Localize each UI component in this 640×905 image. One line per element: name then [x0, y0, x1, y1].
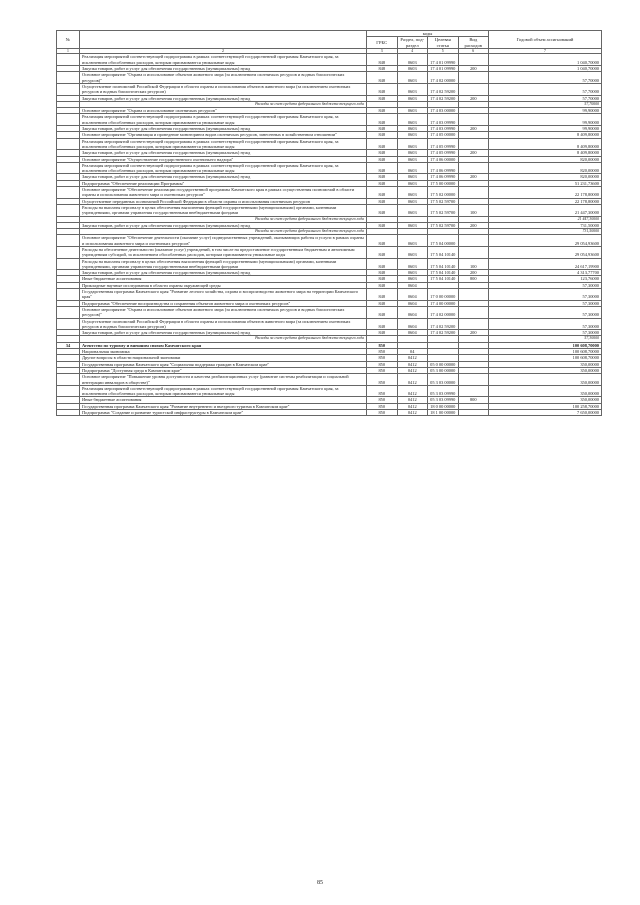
- row-amount: 22 178,80000: [489, 198, 602, 204]
- row-name: Реализация мероприятий соответствующей подпрограммы в рамках соответствующей государственной программы Камчатского края, за исключением обособленных расходов, которым присваиваются уникальные коды: [80, 162, 367, 174]
- row-expense-type: [458, 187, 489, 199]
- row-name: Иные бюджетные ассигнования: [80, 397, 367, 403]
- row-expense-type: [458, 374, 489, 386]
- row-name: Иные бюджетные ассигнования: [80, 276, 367, 282]
- row-expense-type: [458, 138, 489, 150]
- row-grbs: 848: [367, 108, 398, 114]
- row-target-article: 17 4 02 59200: [428, 330, 459, 336]
- row-grbs: 848: [367, 126, 398, 132]
- row-target-article: 17 5 02 59700: [428, 198, 459, 204]
- table-row: [57, 187, 602, 199]
- row-section: 0603: [397, 138, 428, 150]
- row-grbs: 848: [367, 306, 398, 318]
- row-section: 0603: [397, 204, 428, 216]
- row-expense-type: [458, 318, 489, 330]
- row-number: [57, 72, 80, 84]
- row-name: Осуществление полномочий Российской Федерации в области охраны и использования объектов животного мира (за исключением охотничьих ресурсов и водных биологических ресурсов): [80, 83, 367, 95]
- row-target-article: 17 4 03 09990: [428, 126, 459, 132]
- row-amount: 100 608,70000: [489, 349, 602, 355]
- header-target: Целевая статья: [428, 37, 459, 49]
- row-name: Государственная программа Камчатского края "Социальная поддержка граждан в Камчатском крае": [80, 361, 367, 367]
- index-cell: 2: [80, 48, 367, 54]
- index-cell: 3: [367, 48, 398, 54]
- row-grbs: 848: [367, 95, 398, 101]
- row-section: 0603: [397, 222, 428, 228]
- table-row: [57, 138, 602, 150]
- row-number: [57, 289, 80, 301]
- row-grbs: 848: [367, 138, 398, 150]
- row-target-article: 17 4 01 09990: [428, 66, 459, 72]
- row-name: Другие вопросы в области национальной экономики: [80, 355, 367, 361]
- row-section: 0604: [397, 300, 428, 306]
- row-number: [57, 385, 80, 397]
- row-amount: 350,00000: [489, 374, 602, 386]
- row-target-article: 05 0 00 00000: [428, 361, 459, 367]
- row-expense-type: 200: [458, 126, 489, 132]
- row-grbs: 848: [367, 180, 398, 186]
- row-name: Основное мероприятие "Охрана и использование охотничьих ресурсов": [80, 108, 367, 114]
- row-target-article: 18 0 00 00000: [428, 403, 459, 409]
- row-expense-type: [458, 114, 489, 126]
- row-expense-type: 200: [458, 95, 489, 101]
- row-target-article: 17 4 05 09990: [428, 150, 459, 156]
- row-section: 0603: [397, 258, 428, 270]
- row-name: Государственная программа Камчатского края "Развитие внутреннего и въездного туризма в Камчатском крае": [80, 403, 367, 409]
- header-num: №: [57, 31, 80, 49]
- row-amount: 29 054,93600: [489, 246, 602, 258]
- header-row-top: [57, 31, 602, 37]
- row-target-article: 17 4 02 59200: [428, 83, 459, 95]
- row-number: [57, 83, 80, 95]
- row-grbs: 848: [367, 54, 398, 66]
- budget-rows: [57, 54, 602, 416]
- index-cell: 5: [428, 48, 459, 54]
- row-grbs: 850: [367, 342, 398, 348]
- row-section: 0412: [397, 397, 428, 403]
- row-amount: 1 040,70000: [489, 66, 602, 72]
- row-name: Расходы за счет средств федерального бюджета текущего года: [80, 336, 367, 342]
- table-row: [57, 72, 602, 84]
- row-amount: 731,50000: [489, 229, 602, 235]
- row-number: [57, 306, 80, 318]
- row-grbs: 848: [367, 246, 398, 258]
- table-row: [57, 246, 602, 258]
- row-section: 0603: [397, 198, 428, 204]
- row-amount: 24 617,19900: [489, 258, 602, 270]
- row-grbs: 848: [367, 282, 398, 288]
- header-codes: коды: [367, 31, 489, 37]
- row-grbs: 848: [367, 204, 398, 216]
- row-amount: 350,00000: [489, 367, 602, 373]
- row-name: Осуществление переданных полномочий Российской Федерации в области охраны и использования охотничьих ресурсов: [80, 198, 367, 204]
- row-section: 0603: [397, 95, 428, 101]
- row-expense-type: [458, 385, 489, 397]
- row-amount: 57,70000: [489, 95, 602, 101]
- row-number: [57, 162, 80, 174]
- row-target-article: 17 4 03 09990: [428, 114, 459, 126]
- row-section: 04: [397, 349, 428, 355]
- row-expense-type: 100: [458, 204, 489, 216]
- row-grbs: 848: [367, 276, 398, 282]
- row-name: Реализация мероприятий соответствующей подпрограммы в рамках соответствующей государственной программы Камчатского края, за исключением обособленных расходов, которым присваиваются уникальные коды: [80, 54, 367, 66]
- row-name: Основное мероприятие "Осуществление государственного охотничьего надзора": [80, 156, 367, 162]
- row-name: Закупка товаров, работ и услуг для обеспечения государственных (муниципальных) нужд: [80, 174, 367, 180]
- row-amount: 820,00000: [489, 162, 602, 174]
- row-grbs: 848: [367, 300, 398, 306]
- row-amount: 57,30000: [489, 336, 602, 342]
- row-expense-type: 200: [458, 150, 489, 156]
- row-grbs: 848: [367, 114, 398, 126]
- row-grbs: 848: [367, 66, 398, 72]
- table-row: [57, 204, 602, 216]
- row-target-article: 17 0 00 00000: [428, 289, 459, 301]
- row-name: Закупка товаров, работ и услуг для обеспечения государственных (муниципальных) нужд: [80, 330, 367, 336]
- row-section: 0603: [397, 66, 428, 72]
- row-expense-type: [458, 72, 489, 84]
- index-cell: 4: [397, 48, 428, 54]
- row-section: 0412: [397, 374, 428, 386]
- row-grbs: 850: [367, 397, 398, 403]
- row-section: 0603: [397, 126, 428, 132]
- row-number: [57, 374, 80, 386]
- row-grbs: 848: [367, 330, 398, 336]
- row-target-article: 17 5 04 10140: [428, 276, 459, 282]
- row-section: 0603: [397, 174, 428, 180]
- row-amount: 100 608,70000: [489, 355, 602, 361]
- row-expense-type: [458, 246, 489, 258]
- row-amount: 99,90000: [489, 114, 602, 126]
- row-expense-type: 800: [458, 276, 489, 282]
- row-grbs: 848: [367, 72, 398, 84]
- row-section: 0412: [397, 355, 428, 361]
- row-target-article: 17 4 02 00000: [428, 72, 459, 84]
- row-expense-type: [458, 235, 489, 247]
- row-amount: 57,70000: [489, 72, 602, 84]
- row-grbs: 848: [367, 187, 398, 199]
- row-number: [57, 318, 80, 330]
- index-cell: 7: [489, 48, 602, 54]
- budget-sheet: [56, 30, 602, 416]
- row-amount: 7 650,00000: [489, 410, 602, 416]
- row-number: [57, 410, 80, 416]
- row-target-article: 17 5 00 00000: [428, 180, 459, 186]
- row-grbs: 848: [367, 156, 398, 162]
- index-cell: 1: [57, 48, 80, 54]
- row-amount: 731,50000: [489, 222, 602, 228]
- table-row: [57, 374, 602, 386]
- row-grbs: 850: [367, 355, 398, 361]
- table-row: [57, 54, 602, 66]
- row-target-article: 17 5 02 59700: [428, 204, 459, 216]
- header-name: [80, 31, 367, 49]
- row-name: Подпрограмма "Обеспечение воспроизводства и сохранения объектов животного мира и охотничьих ресурсов": [80, 300, 367, 306]
- row-grbs: 848: [367, 318, 398, 330]
- row-grbs: 848: [367, 235, 398, 247]
- row-name: Осуществление полномочий Российской Федерации в области охраны и использования объектов животного мира (за исключением охотничьих ресурсов и водных биологических ресурсов): [80, 318, 367, 330]
- row-grbs: 848: [367, 198, 398, 204]
- row-name: Расходы за счет средств федерального бюджета текущего года: [80, 229, 367, 235]
- row-number: [57, 114, 80, 126]
- row-grbs: 850: [367, 361, 398, 367]
- row-expense-type: 100: [458, 258, 489, 270]
- row-section: 0603: [397, 108, 428, 114]
- row-section: 0603: [397, 270, 428, 276]
- row-section: 0603: [397, 276, 428, 282]
- row-target-article: 18 1 00 00000: [428, 410, 459, 416]
- row-amount: 8 409,80000: [489, 150, 602, 156]
- row-expense-type: 200: [458, 174, 489, 180]
- table-row: [57, 289, 602, 301]
- row-name: Основное мероприятие "Охрана и использование объектов животного мира (за исключением охотничьих ресурсов и водных биологических ресурсов)": [80, 306, 367, 318]
- row-number: [57, 138, 80, 150]
- row-section: 0603: [397, 187, 428, 199]
- row-grbs: 850: [367, 385, 398, 397]
- row-expense-type: [458, 83, 489, 95]
- row-grbs: 848: [367, 174, 398, 180]
- row-amount: 57,30000: [489, 306, 602, 318]
- row-section: 0603: [397, 156, 428, 162]
- row-amount: 100 608,70000: [489, 342, 602, 348]
- row-expense-type: [458, 54, 489, 66]
- row-amount: 57,30000: [489, 282, 602, 288]
- row-amount: 57,30000: [489, 330, 602, 336]
- row-amount: 57,70000: [489, 83, 602, 95]
- row-name: Агентство по туризму и внешним связям Камчатского края: [80, 342, 367, 348]
- row-target-article: 17 4 02 00000: [428, 306, 459, 318]
- row-section: 0604: [397, 306, 428, 318]
- row-target-article: 17 4 05 00000: [428, 132, 459, 138]
- header-grbs: ГРБС: [367, 37, 398, 49]
- row-amount: 350,00000: [489, 397, 602, 403]
- row-section: 0412: [397, 361, 428, 367]
- row-number: [57, 187, 80, 199]
- row-amount: 57,70000: [489, 101, 602, 107]
- row-expense-type: 200: [458, 66, 489, 72]
- row-name: Расходы за счет средств федерального бюджета текущего года: [80, 101, 367, 107]
- row-section: 0412: [397, 410, 428, 416]
- row-expense-type: [458, 306, 489, 318]
- row-grbs: 848: [367, 289, 398, 301]
- row-grbs: 848: [367, 270, 398, 276]
- row-section: 0603: [397, 132, 428, 138]
- row-amount: 21 447,30000: [489, 216, 602, 222]
- row-expense-type: 200: [458, 270, 489, 276]
- table-row: [57, 83, 602, 95]
- row-name: Закупка товаров, работ и услуг для обеспечения государственных (муниципальных) нужд: [80, 95, 367, 101]
- row-target-article: 17 4 06 00000: [428, 156, 459, 162]
- row-name: Основное мероприятие "Охрана и использование объектов животного мира (за исключением охотничьих ресурсов и водных биологических ресурсов)": [80, 72, 367, 84]
- index-cell: 6: [458, 48, 489, 54]
- row-target-article: 05 3 03 09990: [428, 385, 459, 397]
- row-name: Закупка товаров, работ и услуг для обеспечения государственных (муниципальных) нужд: [80, 66, 367, 72]
- row-target-article: 17 4 02 59200: [428, 95, 459, 101]
- row-section: 0412: [397, 385, 428, 397]
- table-row: [57, 162, 602, 174]
- row-name: Закупка товаров, работ и услуг для обеспечения государственных (муниципальных) нужд: [80, 126, 367, 132]
- row-grbs: 848: [367, 83, 398, 95]
- row-amount: 8 409,80000: [489, 138, 602, 150]
- row-number: [57, 54, 80, 66]
- row-target-article: 05 3 03 00000: [428, 374, 459, 386]
- row-name: Закупка товаров, работ и услуг для обеспечения государственных (муниципальных) нужд: [80, 150, 367, 156]
- row-amount: 1 040,70000: [489, 54, 602, 66]
- row-name: Основное мероприятие "Обеспечение реализации государственной программы Камчатского края в рамках осуществления полномочий в области охраны и использования животного мира и охотничьих ресурсов": [80, 187, 367, 199]
- row-grbs: 850: [367, 374, 398, 386]
- row-section: 0604: [397, 330, 428, 336]
- row-expense-type: 800: [458, 397, 489, 403]
- row-number: [57, 258, 80, 270]
- row-section: 0603: [397, 150, 428, 156]
- row-amount: 350,00000: [489, 361, 602, 367]
- row-grbs: 850: [367, 367, 398, 373]
- row-expense-type: [458, 410, 489, 416]
- row-grbs: 848: [367, 222, 398, 228]
- row-name: Реализация мероприятий соответствующей подпрограммы в рамках соответствующей государственной программы Камчатского края, за исключением обособленных расходов, которым присваиваются уникальные коды: [80, 138, 367, 150]
- row-amount: 57,30000: [489, 289, 602, 301]
- row-name: Подпрограмма "Обеспечение реализации Программы": [80, 180, 367, 186]
- row-expense-type: 200: [458, 222, 489, 228]
- table-row: [57, 306, 602, 318]
- row-section: 0603: [397, 54, 428, 66]
- row-grbs: 848: [367, 150, 398, 156]
- table-row: [57, 410, 602, 416]
- row-amount: 57,30000: [489, 318, 602, 330]
- row-section: 0603: [397, 162, 428, 174]
- row-target-article: 17 4 03 00000: [428, 108, 459, 114]
- budget-table: [56, 30, 602, 416]
- row-section: 0603: [397, 235, 428, 247]
- row-amount: 21 447,30000: [489, 204, 602, 216]
- row-target-article: 05 3 03 09990: [428, 397, 459, 403]
- row-section: 0604: [397, 289, 428, 301]
- row-section: 0603: [397, 180, 428, 186]
- row-grbs: 850: [367, 403, 398, 409]
- row-target-article: 17 4 06 09990: [428, 162, 459, 174]
- row-target-article: 17 4 05 09990: [428, 138, 459, 150]
- row-target-article: 17 4 02 59200: [428, 318, 459, 330]
- row-section: 0604: [397, 282, 428, 288]
- row-expense-type: [458, 162, 489, 174]
- row-target-article: 05 3 00 00000: [428, 367, 459, 373]
- row-section: 0603: [397, 246, 428, 258]
- row-number: [57, 235, 80, 247]
- row-name: Основное мероприятие "Обеспечение деятельности (оказание услуг) подведомственных учреждений, оказывающих работы и услуги в рамках охраны и использования животного мира и охотничьих ресурсов": [80, 235, 367, 247]
- row-name: Расходы на обеспечение деятельности (оказание услуг) учреждений, в том числе на предоставление государственным бюджетным и автономным учреждениям субсидий, за исключением обособленных расходов, которым присваиваются уникальные коды: [80, 246, 367, 258]
- table-row: [57, 235, 602, 247]
- row-name: Расходы за счет средств федерального бюджета текущего года: [80, 216, 367, 222]
- row-grbs: 848: [367, 162, 398, 174]
- table-row: [57, 385, 602, 397]
- row-amount: 29 054,93600: [489, 235, 602, 247]
- row-name: Расходы на выплаты персоналу в целях обеспечения выполнения функций государственными (муниципальными) органами, казенными учреждениями, органами управления государственными внебюджетными фондами: [80, 204, 367, 216]
- row-grbs: 850: [367, 349, 398, 355]
- row-amount: 99,90000: [489, 108, 602, 114]
- row-amount: 820,00000: [489, 156, 602, 162]
- row-name: Реализация мероприятий соответствующей подпрограммы в рамках соответствующей государственной программы Камчатского края, за исключением обособленных расходов, которым присваиваются уникальные коды: [80, 114, 367, 126]
- row-target-article: 17 5 02 59700: [428, 222, 459, 228]
- row-name: Государственная программа Камчатского края "Развитие лесного хозяйства, охрана и воспроизводство животного мира на территории Камчатского края": [80, 289, 367, 301]
- row-name: Закупка товаров, работ и услуг для обеспечения государственных (муниципальных) нужд: [80, 222, 367, 228]
- row-name: Подпрограмма "Создание и развитие туристской инфраструктуры в Камчатском крае": [80, 410, 367, 416]
- row-amount: 8 409,80000: [489, 132, 602, 138]
- row-amount: 100 258,70000: [489, 403, 602, 409]
- row-number: [57, 204, 80, 216]
- table-row: [57, 114, 602, 126]
- row-grbs: 850: [367, 410, 398, 416]
- row-target-article: 17 5 04 10140: [428, 270, 459, 276]
- row-name: Закупка товаров, работ и услуг для обеспечения государственных (муниципальных) нужд: [80, 270, 367, 276]
- row-section: 0603: [397, 72, 428, 84]
- row-amount: 123,76000: [489, 276, 602, 282]
- row-number: [57, 246, 80, 258]
- row-target-article: 17 5 04 10140: [428, 258, 459, 270]
- table-row: [57, 318, 602, 330]
- row-name: Основное мероприятие "Организация и проведение мониторинга видов охотничьих ресурсов, занесенных в хозяйственном отношении": [80, 132, 367, 138]
- row-amount: 51 231,73600: [489, 180, 602, 186]
- row-section: 0604: [397, 318, 428, 330]
- row-target-article: 17 4 01 09990: [428, 54, 459, 66]
- row-target-article: 17 5 04 10140: [428, 246, 459, 258]
- row-name: Прикладные научные исследования в области охраны окружающей среды: [80, 282, 367, 288]
- row-target-article: 17 5 02 00000: [428, 187, 459, 199]
- row-expense-type: [458, 289, 489, 301]
- row-name: Реализация мероприятий соответствующей подпрограммы в рамках соответствующей государственной программы Камчатского края, за исключением обособленных расходов, которым присваиваются уникальные коды: [80, 385, 367, 397]
- row-name: Основное мероприятие "Повышение уровня доступности и качества реабилитационных услуг (развитие системы реабилитации и социальной интеграции инвалидов в обществе)": [80, 374, 367, 386]
- row-expense-type: 200: [458, 330, 489, 336]
- table-row: [57, 258, 602, 270]
- row-target-article: 17 5 04 00000: [428, 235, 459, 247]
- row-grbs: 848: [367, 258, 398, 270]
- row-amount: 22 178,80000: [489, 187, 602, 199]
- header-section: Раздел, под-раздел: [397, 37, 428, 49]
- header-exp-type: Вид расходов: [458, 37, 489, 49]
- row-section: 0603: [397, 83, 428, 95]
- row-amount: 820,00000: [489, 174, 602, 180]
- row-section: 0412: [397, 367, 428, 373]
- row-amount: 4 313,77700: [489, 270, 602, 276]
- row-amount: 57,30000: [489, 300, 602, 306]
- row-grbs: 848: [367, 132, 398, 138]
- row-target-article: 17 4 00 00000: [428, 300, 459, 306]
- row-name: Подпрограмма "Доступная среда в Камчатском крае": [80, 367, 367, 373]
- row-name: Национальная экономика: [80, 349, 367, 355]
- row-section: 0412: [397, 403, 428, 409]
- row-amount: 99,90000: [489, 126, 602, 132]
- page-number: 85: [317, 880, 323, 886]
- row-number: 34: [57, 342, 80, 348]
- row-name: Расходы на выплаты персоналу в целях обеспечения выполнения функций государственными (муниципальными) органами, казенными учреждениями, органами управления государственными внебюджетными фондами: [80, 258, 367, 270]
- row-amount: 350,00000: [489, 385, 602, 397]
- header-amount: Годовой объем ассигнований: [489, 31, 602, 49]
- row-section: 0603: [397, 114, 428, 126]
- row-target-article: 17 4 06 09990: [428, 174, 459, 180]
